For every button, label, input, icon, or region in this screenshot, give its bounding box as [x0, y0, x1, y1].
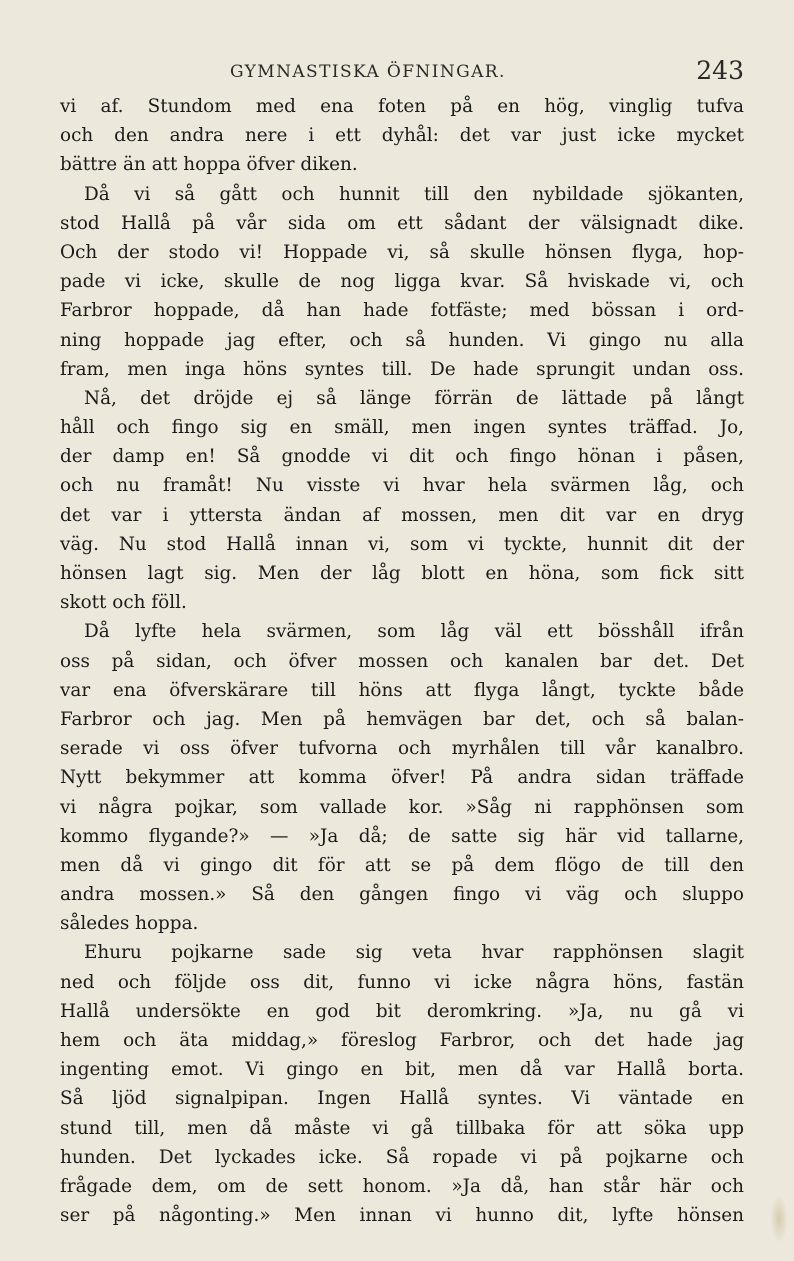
- text-line: serade vi oss öfver tufvorna och myrhålen till vår kanalbro.: [60, 738, 744, 760]
- text-line: hunden. Det lyckades icke. Så ropade vi på pojkarne och: [60, 1146, 744, 1168]
- paragraph-start-line: Nå, det dröjde ej så länge förrän de lättade på långt: [84, 387, 744, 409]
- text-line: Och der stodo vi! Hoppade vi, så skulle hönsen flyga, hop-: [60, 241, 744, 263]
- text-line: vi några pojkar, som vallade kor. »Såg ni rapphönsen som: [60, 796, 744, 818]
- text-line: andra mossen.» Så den gången fingo vi väg och sluppo: [60, 884, 744, 906]
- text-line: det var i yttersta ändan af mossen, men dit var en dryg: [60, 504, 744, 526]
- text-line: och nu framåt! Nu visste vi hvar hela svärmen låg, och: [60, 475, 744, 497]
- text-line: fram, men inga höns syntes till. De hade sprungit undan oss.: [60, 358, 744, 380]
- text-line: hem och äta middag,» föreslog Farbror, och det hade jag: [60, 1030, 744, 1051]
- text-line: ingenting emot. Vi gingo en bit, men då var Hallå borta.: [60, 1059, 744, 1081]
- text-line: pade vi icke, skulle de nog ligga kvar. Så hviskade vi, och: [60, 271, 744, 293]
- text-line: vi af. Stundom med ena foten på en hög, vinglig tufva: [60, 96, 744, 117]
- text-line: Farbror och jag. Men på hemvägen bar det, och så balan-: [60, 708, 744, 730]
- text-line: Så ljöd signalpipan. Ingen Hallå syntes. Vi väntade en: [60, 1088, 744, 1110]
- text-line: skott och föll.: [60, 592, 187, 614]
- text-line: oss på sidan, och öfver mossen och kanalen bar det. Det: [60, 650, 744, 672]
- page-number: 243: [696, 56, 744, 85]
- text-line: der damp en! Så gnodde vi dit och fingo hönan i påsen,: [60, 446, 744, 468]
- text-line: ned och följde oss dit, funno vi icke några höns, fastän: [60, 971, 744, 993]
- text-line: Nytt bekymmer att komma öfver! På andra sidan träffade: [60, 767, 744, 789]
- text-line: håll och fingo sig en smäll, men ingen syntes träffad. Jo,: [60, 417, 744, 439]
- text-line: således hoppa.: [60, 913, 199, 935]
- running-title: GYMNASTISKA ÖFNINGAR.: [230, 62, 506, 82]
- text-line: var ena öfverskärare till höns att flyga långt, tyckte både: [60, 679, 744, 701]
- text-line: väg. Nu stod Hallå innan vi, som vi tyckte, hunnit dit der: [60, 533, 744, 555]
- text-line: Farbror hoppade, då han hade fotfäste; med bössan i ord-: [60, 300, 744, 322]
- body-text: [60, 92, 744, 1230]
- text-line: stod Hallå på vår sida om ett sådant der välsignadt dike.: [60, 212, 744, 234]
- text-line: bättre än att hoppa öfver diken.: [60, 154, 358, 176]
- text-line: Hallå undersökte en god bit deromkring. »Ja, nu gå vi: [60, 1000, 744, 1022]
- text-line: ser på någonting.» Men innan vi hunno dit, lyfte hönsen: [60, 1205, 744, 1227]
- paragraph-start-line: Då vi så gått och hunnit till den nybildade sjökanten,: [84, 183, 744, 205]
- paragraph-start-line: Då lyfte hela svärmen, som låg väl ett bösshåll ifrån: [84, 621, 744, 643]
- running-header: [60, 58, 744, 86]
- text-line: frågade dem, om de sett honom. »Ja då, han står här och: [60, 1175, 744, 1197]
- paragraph-start-line: Ehuru pojkarne sade sig veta hvar rapphönsen slagit: [84, 942, 744, 964]
- text-line: stund till, men då måste vi gå tillbaka för att söka upp: [60, 1117, 744, 1139]
- text-line: och den andra nere i ett dyhål: det var just icke mycket: [60, 125, 744, 147]
- text-line: hönsen lagt sig. Men der låg blott en höna, som fick sitt: [60, 563, 744, 584]
- text-line: men då vi gingo dit för att se på dem flögo de till den: [60, 854, 744, 876]
- paper-edge-stain: [770, 1195, 788, 1243]
- text-line: kommo flygande?» — »Ja då; de satte sig här vid tallarne,: [60, 825, 744, 847]
- text-line: ning hoppade jag efter, och så hunden. Vi gingo nu alla: [60, 329, 744, 351]
